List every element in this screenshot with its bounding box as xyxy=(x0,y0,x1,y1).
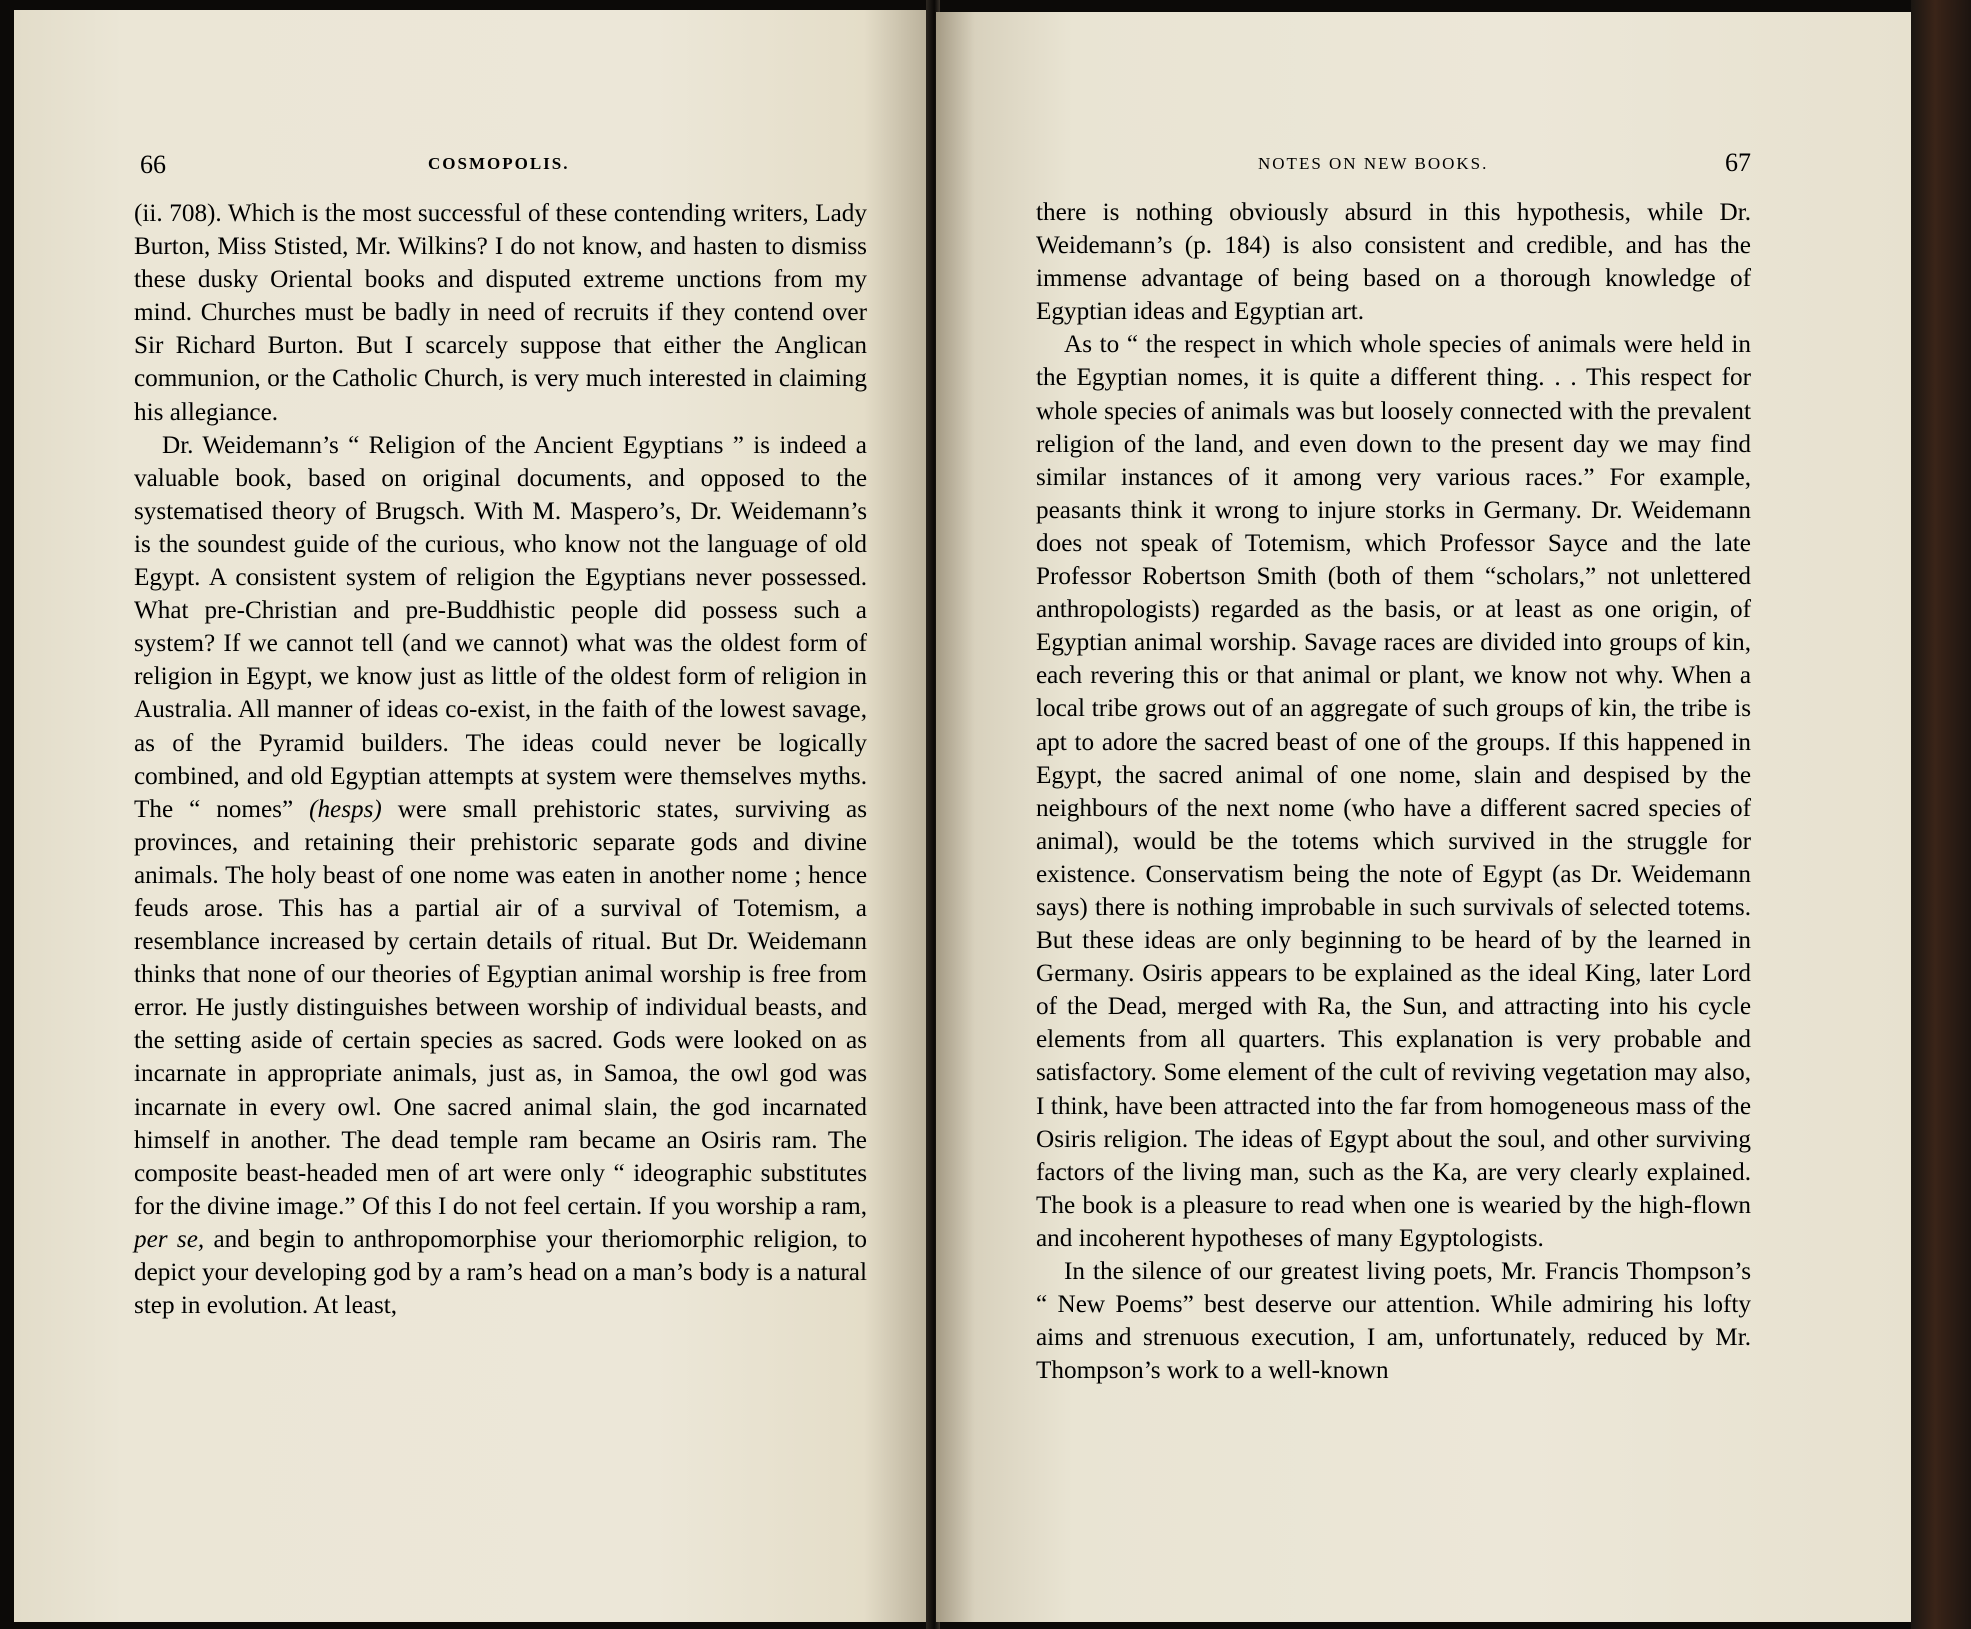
paragraph: there is nothing obviously absurd in this hypothesis, while Dr. Weidemann’s (p. 184) is also consistent and credible, and has the immense advantage of being based on a thorough knowledge of Egyptian ideas and Egyptian art. xyxy=(1036,199,1751,326)
italic-term: per se, xyxy=(134,1225,205,1253)
left-page-number: 66 xyxy=(140,150,166,179)
paragraph: (ii. 708). Which is the most successful of these contending writers, Lady Burton, Miss Stisted, Mr. Wilkins? I do not know, and hasten to dismiss these dusky Oriental books and disputed extreme unctions from my mind. Churches must be badly in need of recruits if they contend over Sir Richard Burton. But I scarcely suppose that either the Anglican communion, or the Catholic Church, is very much interested in claiming his allegiance. xyxy=(134,200,867,426)
left-body-text xyxy=(134,197,867,1322)
paragraph: Dr. Weidemann’s “ Religion of the Ancient Egyptians ” is indeed a valuable book, based on original documents, and opposed to the systematised theory of Brugsch. With M. Maspero’s, Dr. Weidemann’s is the soundest guide of the curious, who know not the language of old Egypt. A consistent system of religion the Egyptians never possessed. What pre-Christian and pre-Buddhistic people did possess such a system? If we cannot tell (and we cannot) what was the oldest form of religion in Egypt, we know just as little of the oldest form of religion in Australia. All manner of ideas co-exist, in the faith of the lowest savage, as of the Pyramid builders. The ideas could never be logically combined, and old Egyptian attempts at system were themselves myths. The “ nomes” (hesps) were small prehistoric states, surviving as provinces, and retaining their prehistoric separate gods and divine animals. The holy beast of one nome was eaten in another nome ; hence feuds arose. This has a partial air of a survival of Totemism, a resemblance increased by certain details of ritual. But Dr. Weidemann thinks that none of our theories of Egyptian animal worship is free from error. He justly distinguishes between worship of individual beasts, and the setting aside of certain species as sacred. Gods were looked on as incarnate in appropriate animals, just as, in Samoa, the owl god was incarnate in every owl. One sacred animal slain, the god incarnated himself in another. The dead temple ram became an Osiris ram. The composite beast-headed men of art were only “ ideographic substitutes for the divine image.” Of this I do not feel certain. If you worship a ram, per se, and begin to anthropomorphise your theriomorphic religion, to depict your developing god by a ram’s head on a man’s body is a natural step in evolution. At least, xyxy=(134,431,868,1320)
paragraph: As to “ the respect in which whole species of animals were held in the Egyptian nomes, it is quite a different thing. . . This respect for whole species of animals was but loosely connected with the prevalent religion of the land, and even down to the present day we may find similar instances of it among very various races.” For example, peasants think it wrong to injure storks in Germany. Dr. Weidemann does not speak of Totemism, which Professor Sayce and the late Professor Robertson Smith (both of them “scholars,” not unlettered anthropologists) regarded as the basis, or at least as one origin, of Egyptian animal worship. Savage races are divided into groups of kin, each revering this or that animal or plant, we know not why. When a local tribe grows out of an aggregate of such groups of kin, the tribe is apt to adore the sacred beast of one of the groups. If this happened in Egypt, the sacred animal of one nome, slain and despised by the neighbours of the next nome (who have a different sacred species of animal), would be the totems which survived in the struggle for existence. Conservatism being the note of Egypt (as Dr. Weidemann says) there is nothing improbable in such survivals of selected totems. But these ideas are only beginning to be heard of by the learned in Germany. Osiris appears to be explained as the ideal King, later Lord of the Dead, merged with Ra, the Sun, and attracting into his cycle elements from all quarters. This explanation is very probable and satisfactory. Some element of the cult of reviving vegetation may also, I think, have been attracted into the far from homogeneous mass of the Osiris religion. The ideas of Egypt about the soul, and other surviving factors of the living man, such as the Ka, are very clearly explained. The book is a pleasure to read when one is wearied by the high-flown and incoherent hypotheses of many Egyptologists. xyxy=(1036,331,1751,1252)
right-running-head: NOTES ON NEW BOOKS. xyxy=(1258,154,1489,173)
right-body-text xyxy=(1036,196,1751,1387)
paragraph: In the silence of our greatest living poets, Mr. Francis Thompson’s “ New Poems” best deserve our attention. While admiring his lofty aims and strenuous execution, I am, unfortunately, reduced by Mr. Thompson’s work to a well-known xyxy=(1036,1258,1751,1385)
book-cover-edge xyxy=(1911,0,1971,1629)
right-page-number: 67 xyxy=(1725,148,1751,177)
italic-term: (hesps) xyxy=(309,795,382,823)
left-running-head: COSMOPOLIS. xyxy=(428,154,570,173)
